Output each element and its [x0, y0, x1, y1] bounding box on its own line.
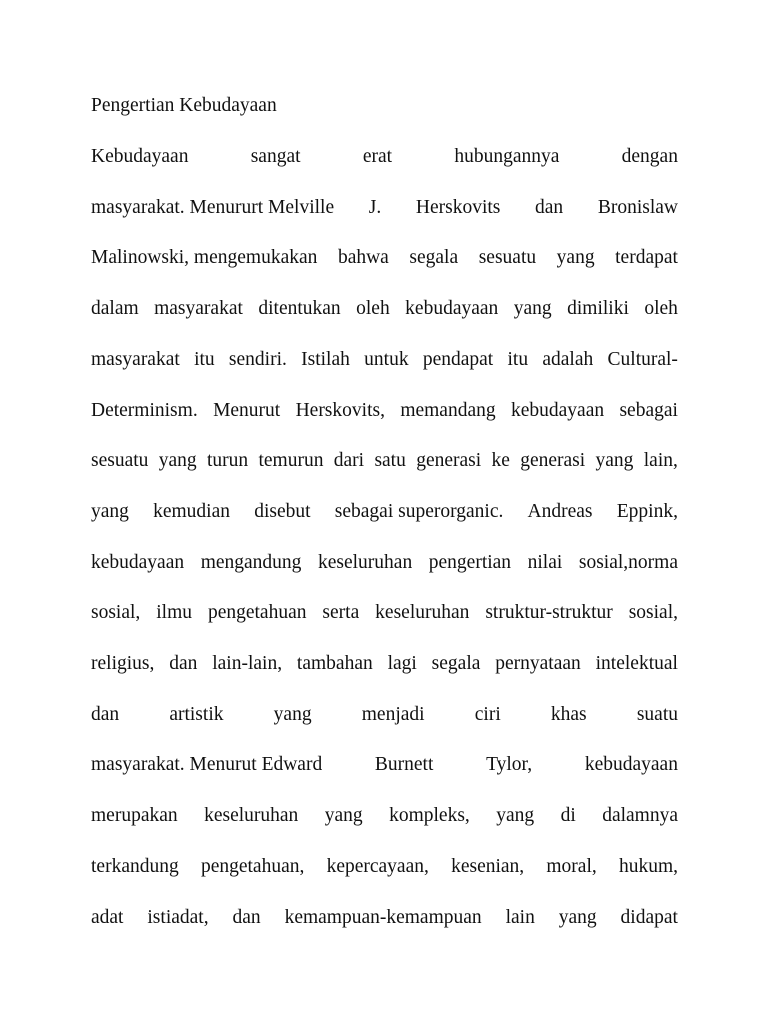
word: Tylor, — [486, 754, 533, 776]
word: sesuatu — [91, 450, 149, 472]
word: masyarakat. Menururt Melville — [91, 196, 335, 218]
word: yang — [496, 805, 535, 827]
text-line — [91, 852, 678, 882]
word: religius, — [91, 653, 155, 674]
word: keseluruhan — [204, 805, 299, 827]
word: kebudayaan — [510, 399, 605, 421]
word: adalah — [542, 348, 594, 370]
word: dan — [91, 703, 120, 725]
word: terkandung — [91, 855, 179, 877]
text-line — [91, 649, 678, 679]
text-line — [91, 598, 678, 628]
word: yang — [595, 450, 634, 472]
word: generasi — [520, 450, 586, 472]
document-title: Pengertian Kebudayaan — [91, 95, 277, 116]
word: dengan — [621, 146, 678, 167]
text-line — [91, 193, 678, 223]
word: kompleks, — [389, 805, 470, 827]
word: keseluruhan — [317, 551, 413, 573]
word: yang — [324, 805, 363, 827]
word: pernyataan — [495, 653, 581, 674]
word: sosial, — [628, 602, 678, 624]
word: dan — [169, 653, 198, 674]
word: generasi — [416, 450, 482, 472]
word: nilai — [527, 551, 563, 573]
word: suatu — [636, 703, 678, 725]
word: oleh — [644, 298, 678, 320]
text-line — [91, 750, 678, 780]
word: lagi — [387, 653, 417, 674]
word: sesuatu — [478, 247, 537, 269]
word: hubungannya — [454, 146, 560, 167]
word: masyarakat — [154, 298, 243, 320]
text-line — [91, 700, 678, 730]
word: Eppink, — [616, 500, 678, 522]
word: yang — [158, 450, 197, 472]
text-line — [91, 345, 678, 375]
word: pengertian — [428, 551, 512, 573]
word: di — [560, 805, 576, 827]
word: sangat — [250, 146, 301, 167]
word: dan — [535, 196, 564, 218]
word: untuk — [364, 348, 409, 370]
word: tambahan — [296, 653, 373, 674]
word: yang — [273, 703, 312, 725]
word: itu — [194, 348, 215, 370]
word: yang — [513, 298, 552, 320]
text-line — [91, 243, 678, 273]
word: segala — [431, 653, 481, 674]
word: J. — [368, 196, 382, 218]
word: masyarakat. Menurut Edward — [91, 754, 323, 776]
word: oleh — [356, 298, 390, 320]
word: sendiri. — [228, 348, 287, 370]
word: merupakan — [91, 805, 178, 827]
word: keseluruhan — [375, 602, 470, 624]
word: Herskovits, — [295, 399, 385, 421]
text-line — [91, 294, 678, 324]
word: dan — [232, 906, 261, 928]
word: dari — [333, 450, 365, 472]
word: lain — [505, 906, 535, 928]
word: ilmu — [156, 602, 192, 624]
word: kemudian — [153, 500, 231, 522]
word: Menurut — [213, 399, 281, 421]
word: pengetahuan, — [200, 855, 305, 877]
word: menjadi — [361, 703, 425, 725]
word: istiadat, — [147, 906, 209, 928]
word: yang — [558, 906, 597, 928]
text-line — [91, 446, 678, 476]
word: sosial,norma — [578, 551, 678, 573]
text-line — [91, 903, 678, 933]
word: lain, — [643, 450, 678, 472]
word: sosial, — [91, 602, 141, 624]
word: kebudayaan — [91, 551, 185, 573]
word: kemampuan-kemampuan — [284, 906, 482, 928]
word: ditentukan — [258, 298, 341, 320]
word: terdapat — [615, 247, 678, 269]
word: mengandung — [200, 551, 302, 573]
text-line — [91, 142, 678, 172]
word: dalam — [91, 298, 139, 320]
word: turun — [206, 450, 249, 472]
word: kebudayaan — [584, 754, 678, 776]
word: intelektual — [595, 653, 678, 674]
word: dimiliki — [567, 298, 629, 320]
word: memandang — [400, 399, 496, 421]
word: kesenian, — [451, 855, 525, 877]
text-line — [91, 396, 678, 426]
word: pendapat — [422, 348, 494, 370]
word: masyarakat — [91, 348, 180, 370]
word: khas — [550, 703, 587, 725]
word: kepercayaan, — [326, 855, 429, 877]
word: Determinism. — [91, 399, 198, 421]
text-line — [91, 801, 678, 831]
word: ke — [491, 450, 510, 472]
word: sebagai — [619, 399, 678, 421]
word: Herskovits — [415, 196, 501, 218]
word: yang — [91, 500, 129, 522]
word: Malinowski, mengemukakan — [91, 247, 318, 269]
word: lain-lain, — [212, 653, 283, 674]
word: moral, — [546, 855, 597, 877]
word: disebut — [254, 500, 311, 522]
word: temurun — [258, 450, 324, 472]
word: sebagai superorganic. — [334, 500, 504, 522]
word: artistik — [169, 703, 224, 725]
word: yang — [556, 247, 595, 269]
text-line — [91, 497, 678, 527]
word: Cultural- — [607, 348, 678, 370]
word: Istilah — [301, 348, 350, 370]
word: didapat — [620, 906, 678, 928]
word: dalamnya — [602, 805, 678, 827]
word: bahwa — [337, 247, 389, 269]
word: erat — [362, 146, 393, 167]
word: segala — [409, 247, 459, 269]
word: ciri — [474, 703, 501, 725]
word: hukum, — [618, 855, 678, 877]
word: Kebudayaan — [91, 146, 189, 167]
word: Burnett — [374, 754, 434, 776]
word: serta — [322, 602, 360, 624]
word: pengetahuan — [207, 602, 307, 624]
word: satu — [374, 450, 406, 472]
word: Andreas — [527, 500, 593, 522]
word: itu — [507, 348, 529, 370]
text-line — [91, 548, 678, 578]
word: struktur-struktur — [485, 602, 613, 624]
word: Bronislaw — [597, 196, 678, 218]
word: adat — [91, 906, 124, 928]
word: kebudayaan — [405, 298, 499, 320]
